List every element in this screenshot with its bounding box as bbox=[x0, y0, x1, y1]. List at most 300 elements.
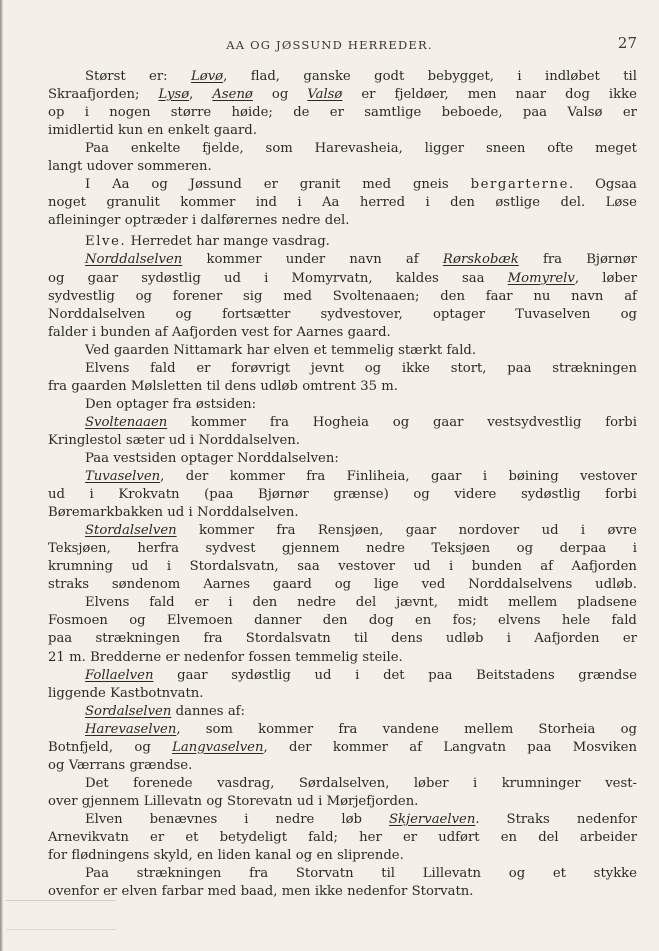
word: kaldes bbox=[395, 270, 439, 286]
word: og bbox=[151, 177, 168, 193]
word: fra bbox=[338, 721, 358, 737]
word: sydøstlig bbox=[231, 667, 291, 683]
word: fald bbox=[149, 595, 175, 611]
word: i bbox=[189, 432, 195, 448]
word: faar bbox=[485, 288, 513, 304]
word: ind bbox=[255, 195, 277, 211]
word: Harevaselven, bbox=[85, 721, 181, 737]
word: grændse. bbox=[129, 757, 193, 773]
word: granit bbox=[299, 177, 341, 193]
word: gjennem bbox=[81, 793, 140, 809]
word: falder bbox=[48, 324, 88, 340]
word: af: bbox=[227, 703, 245, 719]
word: krumninger bbox=[501, 775, 581, 791]
word: Kastbotnvatn. bbox=[110, 685, 204, 701]
word: Nittamark bbox=[173, 342, 243, 358]
word: noget bbox=[48, 195, 86, 211]
word: Aafjorden bbox=[571, 559, 637, 575]
word: ud bbox=[48, 487, 65, 503]
text-line bbox=[48, 775, 637, 793]
word: er bbox=[194, 595, 209, 611]
word: dog bbox=[565, 87, 590, 103]
word: ud bbox=[168, 432, 186, 448]
word: grænse) bbox=[333, 487, 389, 503]
word: paa bbox=[527, 739, 552, 755]
word: Teksjøen bbox=[431, 541, 491, 557]
word: betydeligt bbox=[219, 829, 287, 845]
text-line bbox=[48, 829, 637, 847]
word: Løvø, bbox=[191, 69, 228, 84]
word: i bbox=[89, 487, 94, 503]
text-line bbox=[48, 721, 637, 739]
word: elvens bbox=[497, 613, 541, 629]
word: gaar bbox=[87, 270, 119, 286]
word: sliprende. bbox=[337, 848, 404, 864]
word: paa bbox=[507, 360, 532, 376]
text-line bbox=[48, 122, 637, 140]
word: Jøssund bbox=[189, 177, 242, 193]
word: godt bbox=[374, 69, 405, 84]
word: nedenfor bbox=[347, 884, 408, 900]
word: i bbox=[355, 667, 360, 683]
word: i bbox=[166, 559, 172, 575]
word: Storvatn bbox=[295, 866, 354, 882]
word: forøvrigt bbox=[231, 360, 291, 376]
word: fra bbox=[203, 631, 223, 647]
word: fald bbox=[150, 360, 176, 376]
text-line bbox=[48, 68, 637, 86]
word: strækningen bbox=[136, 866, 222, 882]
word: jævnt, bbox=[396, 595, 439, 611]
word: kommer bbox=[191, 414, 247, 430]
text-line bbox=[48, 540, 637, 558]
word: Harevasheia, bbox=[314, 141, 403, 157]
word: optræder bbox=[124, 213, 188, 229]
word: til bbox=[206, 378, 221, 394]
word: bøining bbox=[508, 469, 559, 485]
word: vestsiden bbox=[113, 450, 177, 466]
word: en bbox=[147, 123, 164, 139]
word: af bbox=[624, 288, 637, 304]
word: Svoltenaaen; bbox=[332, 288, 420, 304]
word: udløb. bbox=[595, 577, 637, 593]
word: paa bbox=[522, 105, 548, 121]
word: østsiden: bbox=[195, 396, 257, 412]
word: vestover bbox=[580, 469, 637, 485]
text-line bbox=[48, 233, 637, 251]
word: ganske bbox=[303, 69, 351, 84]
word: en bbox=[196, 848, 214, 864]
word: der bbox=[289, 739, 312, 755]
word: den bbox=[450, 195, 475, 211]
word: Størst bbox=[85, 69, 126, 84]
word: løber bbox=[413, 775, 449, 791]
word: gneis bbox=[412, 177, 449, 193]
word: ud bbox=[541, 523, 559, 539]
word: ikke bbox=[314, 884, 343, 900]
text-line bbox=[48, 176, 637, 194]
word: er bbox=[263, 177, 278, 193]
word: vandene bbox=[382, 721, 439, 737]
word: liggende bbox=[48, 685, 106, 701]
word: Aarnes bbox=[296, 324, 344, 340]
word: kommer bbox=[206, 252, 262, 268]
word: Lillevatn bbox=[422, 866, 482, 882]
word: meget bbox=[595, 141, 637, 157]
word: gaar bbox=[405, 523, 437, 539]
text-line bbox=[48, 194, 637, 212]
running-header bbox=[0, 34, 659, 58]
word: nedre bbox=[281, 213, 321, 229]
word: i bbox=[632, 541, 637, 557]
word: Paa bbox=[85, 450, 110, 466]
word: Norddalselven. bbox=[198, 432, 300, 448]
word: Norddalselven. bbox=[197, 505, 299, 521]
word: sneen bbox=[486, 141, 526, 157]
text-line bbox=[48, 414, 637, 432]
word: forener bbox=[172, 288, 223, 304]
word: Elvens bbox=[85, 595, 130, 611]
text-line bbox=[48, 811, 637, 829]
word: til bbox=[354, 631, 368, 647]
word: Aafjorden bbox=[534, 631, 600, 647]
text-line bbox=[48, 468, 637, 486]
word: og bbox=[271, 87, 289, 103]
word: temmelig bbox=[331, 342, 394, 358]
text-line bbox=[48, 757, 637, 775]
word: vasdrag, bbox=[217, 775, 275, 791]
word: i bbox=[84, 105, 89, 121]
word: med bbox=[283, 288, 312, 304]
word: gjennem bbox=[282, 541, 340, 557]
word: Elvens bbox=[85, 360, 130, 376]
word: og bbox=[135, 288, 152, 304]
text-line bbox=[48, 793, 637, 811]
word: bergarterne. bbox=[470, 177, 574, 193]
word: vest bbox=[241, 324, 269, 340]
word: ud bbox=[223, 270, 241, 286]
word: bunden bbox=[100, 324, 151, 340]
word: vasdrag. bbox=[272, 234, 330, 250]
word: Hogheia bbox=[312, 414, 369, 430]
word: mellem bbox=[508, 595, 558, 611]
word: langt bbox=[48, 159, 83, 175]
word: Storevatn bbox=[227, 793, 293, 809]
word: stort, bbox=[450, 360, 487, 376]
word: større bbox=[170, 105, 212, 121]
word: der bbox=[185, 469, 209, 485]
text-line bbox=[48, 140, 637, 158]
word: en bbox=[414, 613, 432, 629]
word: benævnes bbox=[149, 811, 218, 827]
word: Mosviken bbox=[572, 739, 637, 755]
word: m. bbox=[381, 378, 398, 394]
word: den bbox=[440, 288, 465, 304]
word: stykke bbox=[593, 866, 637, 882]
word: nordover bbox=[458, 523, 520, 539]
word: fjelde, bbox=[202, 141, 244, 157]
text-line bbox=[48, 270, 637, 288]
word: ved bbox=[421, 577, 446, 593]
word: fra bbox=[249, 866, 269, 882]
word: fra bbox=[269, 414, 289, 430]
word: er bbox=[150, 829, 165, 845]
word: fra bbox=[276, 523, 296, 539]
word: udløb bbox=[445, 631, 484, 647]
text-line bbox=[48, 306, 637, 324]
word: mange bbox=[223, 234, 269, 250]
word: Langvatn bbox=[443, 739, 506, 755]
word: nogen bbox=[109, 105, 151, 121]
word: fjeldøer, bbox=[394, 87, 449, 103]
text-line bbox=[48, 432, 637, 450]
word: i bbox=[188, 505, 193, 521]
word: sydvestover, bbox=[320, 306, 403, 322]
word: i bbox=[448, 559, 454, 575]
word: Skjervaelven. bbox=[389, 811, 480, 827]
word: (paa bbox=[204, 487, 234, 503]
word: Valsø bbox=[567, 105, 603, 121]
word: dalførernes bbox=[200, 213, 278, 229]
word: for bbox=[48, 848, 68, 864]
page-binding-edge bbox=[0, 0, 3, 951]
word: og bbox=[334, 577, 352, 593]
word: i bbox=[228, 595, 233, 611]
word: Tuvaselven bbox=[515, 306, 591, 322]
word: dens bbox=[224, 378, 257, 394]
word: nedenfor bbox=[183, 649, 245, 665]
word: liden bbox=[217, 848, 251, 864]
word: navn bbox=[349, 252, 382, 268]
word: fald. bbox=[446, 342, 477, 358]
word: gaar bbox=[177, 667, 208, 683]
word: i bbox=[244, 811, 249, 827]
word: og bbox=[413, 487, 430, 503]
word: beboede, bbox=[441, 105, 503, 121]
word: elven bbox=[121, 884, 158, 900]
word: den bbox=[322, 613, 348, 629]
word: er bbox=[622, 631, 637, 647]
word: og bbox=[508, 866, 526, 882]
word: kommer bbox=[229, 469, 285, 485]
text-line bbox=[48, 630, 637, 648]
text-line bbox=[48, 847, 637, 865]
word: videre bbox=[454, 487, 497, 503]
word: over bbox=[48, 793, 78, 809]
word: sydvest bbox=[205, 541, 256, 557]
word: elven bbox=[273, 342, 310, 358]
word: flad, bbox=[250, 69, 280, 84]
text-line bbox=[48, 522, 637, 540]
word: 21 bbox=[48, 649, 65, 665]
word: I bbox=[85, 177, 91, 193]
word: Follaelven bbox=[85, 667, 154, 683]
word: 35 bbox=[360, 378, 377, 394]
word: i bbox=[482, 469, 488, 485]
word: Stordalsvatn bbox=[245, 631, 331, 647]
word: enkelte bbox=[130, 141, 181, 157]
word: og bbox=[206, 793, 223, 809]
word: Svoltenaaen bbox=[85, 414, 168, 430]
word: vestsydvestlig bbox=[487, 414, 582, 430]
word: mellem bbox=[464, 721, 514, 737]
word: ud bbox=[314, 667, 332, 683]
word: Den bbox=[85, 396, 112, 412]
word: afleininger bbox=[48, 213, 121, 229]
word: optager bbox=[432, 306, 486, 322]
word: Børemarkbakken bbox=[48, 505, 163, 521]
word: Valsø bbox=[307, 87, 343, 103]
word: i bbox=[264, 270, 269, 286]
word: fra bbox=[48, 378, 68, 394]
word: Lysø, bbox=[158, 87, 194, 103]
word: udover bbox=[86, 159, 134, 175]
word: udført bbox=[438, 829, 480, 845]
word: temmelig bbox=[295, 649, 359, 665]
word: Asenø bbox=[212, 87, 253, 103]
word: af bbox=[405, 252, 419, 268]
word: i bbox=[506, 631, 511, 647]
word: ud bbox=[131, 559, 149, 575]
word: hele bbox=[561, 613, 591, 629]
text-line bbox=[48, 486, 637, 504]
word: og bbox=[364, 360, 382, 376]
word: i bbox=[191, 213, 197, 229]
word: bunden bbox=[471, 559, 522, 575]
word: Løse bbox=[605, 195, 637, 211]
word: Finliheia, bbox=[346, 469, 410, 485]
text-line bbox=[48, 360, 637, 378]
word: Paa bbox=[85, 866, 110, 882]
word: sydøstlig bbox=[520, 487, 581, 503]
word: bebygget, bbox=[427, 69, 494, 84]
word: kanal bbox=[255, 848, 292, 864]
word: Lillevatn bbox=[143, 793, 203, 809]
word: et bbox=[313, 342, 327, 358]
text-line bbox=[48, 612, 637, 630]
word: Værrans bbox=[68, 757, 126, 773]
word: Ved bbox=[85, 342, 110, 358]
word: østlige bbox=[495, 195, 541, 211]
word: Elven bbox=[85, 811, 123, 827]
word: dens bbox=[391, 631, 423, 647]
text-line bbox=[48, 251, 637, 269]
word: fald; bbox=[308, 829, 339, 845]
word: sommeren. bbox=[137, 159, 212, 175]
word: midt bbox=[457, 595, 489, 611]
word: Teksjøen, bbox=[48, 541, 111, 557]
word: en bbox=[316, 848, 333, 864]
word: samtlige bbox=[364, 105, 422, 121]
word: Aafjorden bbox=[171, 324, 238, 340]
word: Stordalselven bbox=[85, 523, 177, 539]
word: og bbox=[48, 757, 65, 773]
word: gaar bbox=[432, 414, 464, 430]
word: til bbox=[623, 69, 637, 84]
text-line bbox=[48, 288, 637, 306]
text-line bbox=[48, 576, 637, 594]
word: indløbet bbox=[544, 69, 600, 84]
word: Skraafjorden; bbox=[48, 87, 140, 103]
word: i bbox=[91, 324, 97, 340]
word: paa bbox=[428, 667, 453, 683]
text-line bbox=[48, 685, 637, 703]
word: gaar bbox=[430, 469, 462, 485]
word: og bbox=[620, 721, 637, 737]
word: forbi bbox=[605, 487, 637, 503]
text-line bbox=[48, 883, 637, 901]
word: Mølsletten bbox=[130, 378, 203, 394]
word: gaard bbox=[272, 577, 312, 593]
word: steile. bbox=[362, 649, 403, 665]
word: ovenfor bbox=[48, 884, 99, 900]
word: af bbox=[154, 324, 168, 340]
word: naar bbox=[515, 87, 547, 103]
word: gaard. bbox=[213, 123, 257, 139]
word: Arnevikvatn bbox=[48, 829, 129, 845]
word: granulit bbox=[106, 195, 160, 211]
word: fortsætter bbox=[222, 306, 291, 322]
word: Norddalselven bbox=[85, 252, 183, 268]
word: kommer bbox=[332, 739, 388, 755]
text-line bbox=[48, 158, 637, 176]
word: som bbox=[265, 141, 293, 157]
word: Momyrvatn, bbox=[291, 270, 373, 286]
word: nedenfor bbox=[576, 811, 637, 827]
word: og bbox=[48, 270, 65, 286]
word: fra bbox=[306, 469, 326, 485]
word: søndenom bbox=[111, 577, 181, 593]
word: del bbox=[538, 829, 559, 845]
word: Storheia bbox=[538, 721, 596, 737]
word: ud bbox=[413, 559, 431, 575]
word: saa bbox=[461, 270, 485, 286]
header-title: AA OG JØSSUND HERREDER. bbox=[226, 38, 433, 52]
text-line bbox=[48, 703, 637, 721]
word: krumning bbox=[48, 559, 113, 575]
word: af bbox=[540, 559, 554, 575]
word: er bbox=[402, 829, 418, 845]
word: med bbox=[207, 884, 237, 900]
word: fald bbox=[611, 613, 637, 629]
word: kommer bbox=[258, 721, 314, 737]
word: ikke bbox=[401, 360, 430, 376]
word: enkelt bbox=[167, 123, 210, 139]
word: imidlertid bbox=[48, 123, 114, 139]
word: forenede bbox=[133, 775, 193, 791]
word: strækningen bbox=[552, 360, 637, 376]
word: ofte bbox=[547, 141, 574, 157]
word: i bbox=[297, 195, 302, 211]
word: Fosmoen bbox=[48, 613, 108, 629]
text-line bbox=[48, 396, 637, 414]
word: ligger bbox=[424, 141, 465, 157]
word: er bbox=[165, 649, 180, 665]
word: som bbox=[205, 721, 233, 737]
word: et bbox=[552, 866, 566, 882]
word: gaarden bbox=[71, 378, 127, 394]
word: sydvestlig bbox=[48, 288, 115, 304]
word: er: bbox=[149, 69, 168, 84]
word: i bbox=[425, 195, 430, 211]
word: og bbox=[392, 414, 410, 430]
text-line bbox=[48, 594, 637, 612]
word: er bbox=[361, 87, 376, 103]
text-line bbox=[48, 104, 637, 122]
word: ud bbox=[296, 793, 314, 809]
text-line bbox=[48, 649, 637, 667]
word: Ogsaa bbox=[595, 177, 637, 193]
